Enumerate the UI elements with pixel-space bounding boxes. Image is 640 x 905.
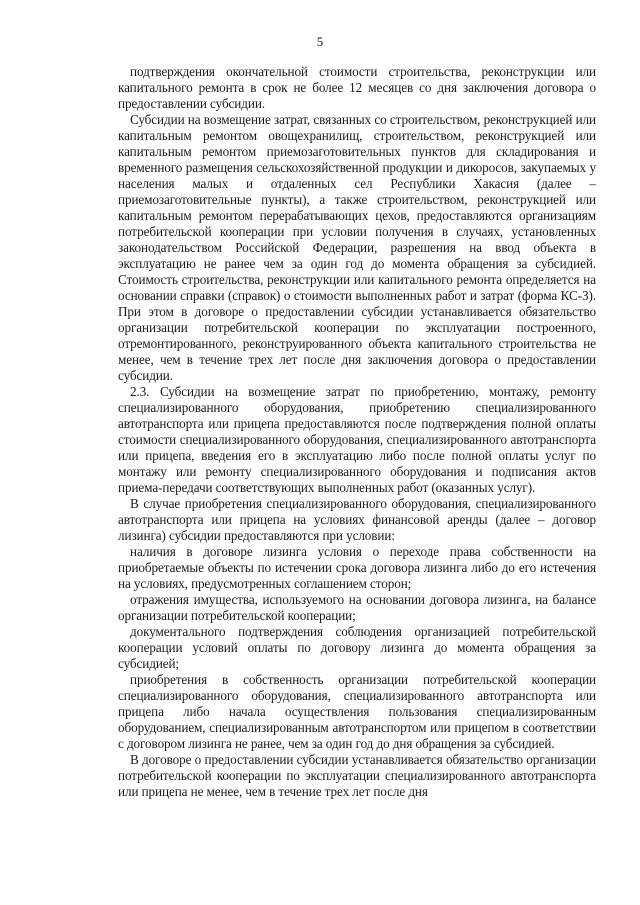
- page-number: 5: [316, 34, 324, 49]
- paragraph: 2.3. Субсидии на возмещение затрат по приобретению, монтажу, ремонту специализированного оборудования, приобретению специализированного автотранспорта или прицепа предоставляются после подтверждения полной оплаты стоимости специализированного оборудования, специализированного автотранспорта или прицепа, введения его в эксплуатацию либо после полной оплаты услуг по монтажу или ремонту специализированного оборудования и подписания актов приема-передачи соответствующих выполненных работ (оказанных услуг).: [118, 384, 596, 495]
- paragraph: Субсидии на возмещение затрат, связанных со строительством, реконструкцией или капитальным ремонтом овощехранилищ, строительством, реконструкцией или капитальным ремонтом приемозаготовительных пунктов для складирования и временного размещения сельскохозяйственной продукции и дикоросов, закупаемых у населения малых и отдаленных сел Республики Хакасия (далее – приемозаготовительные пункты), а также строительством, реконструкцией или капитальным ремонтом перерабатывающих цехов, предоставляются организациям потребительской кооперации при условии получения в случаях, установленных законодательством Российской Федерации, разрешения на ввод объекта в эксплуатацию не ранее чем за один год до момента обращения за субсидией. Стоимость строительства, реконструкции или капитального ремонта определяется на основании справки (справок) о стоимости выполненных работ и затрат (форма КС-3). При этом в договоре о предоставлении субсидии устанавливается обязательство организации потребительской кооперации по эксплуатации построенного, отремонтированного, реконструированного объекта капитального строительства не менее, чем в течение трех лет после дня заключения договора о предоставлении субсидии.: [118, 112, 596, 383]
- paragraph: наличия в договоре лизинга условия о переходе права собственности на приобретаемые объекты по истечении срока договора лизинга либо до его истечения на условиях, предусмотренных соглашением сторон;: [118, 544, 596, 591]
- paragraph: приобретения в собственность организации потребительской кооперации специализированного оборудования, специализированного автотранспорта или прицепа либо начала осуществления пользования специализированным оборудованием, специализированным автотранспортом или прицепом в соответствии с договором лизинга не ранее, чем за один год до дня обращения за субсидией.: [118, 672, 596, 751]
- paragraph: отражения имущества, используемого на основании договора лизинга, на балансе организации потребительской кооперации;: [118, 592, 596, 623]
- paragraph: В договоре о предоставлении субсидии устанавливается обязательство организации потребительской кооперации по эксплуатации специализированного автотранспорта или прицепа не менее, чем в течение трех лет после дня: [118, 752, 596, 799]
- paragraph: подтверждения окончательной стоимости строительства, реконструкции или капитального ремонта в срок не более 12 месяцев со дня заключения договора о предоставлении субсидии.: [118, 64, 596, 111]
- paragraph: В случае приобретения специализированного оборудования, специализированного автотранспорта или прицепа на условиях финансовой аренды (далее – договор лизинга) субсидии предоставляются при условии:: [118, 496, 596, 543]
- paragraph: документального подтверждения соблюдения организацией потребительской кооперации условий оплаты по договору лизинга до момента обращения за субсидией;: [118, 624, 596, 671]
- document-body: [118, 64, 596, 800]
